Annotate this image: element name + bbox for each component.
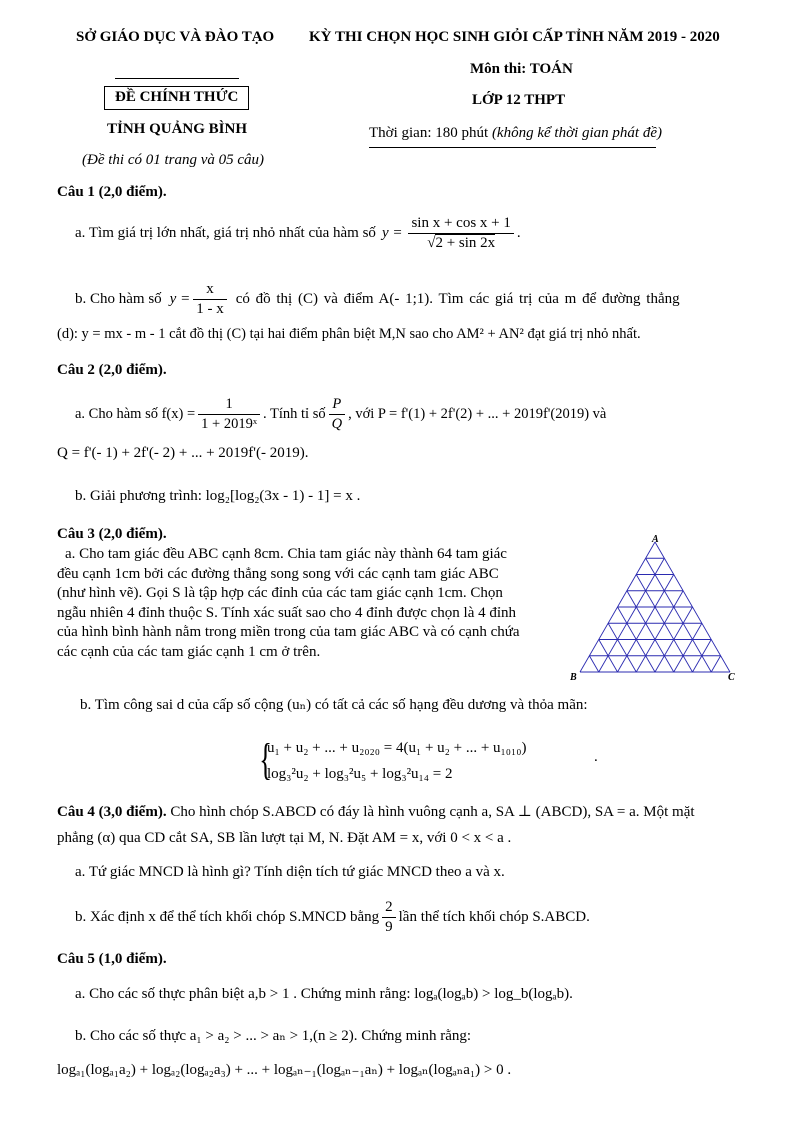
q3-system-period: . — [594, 749, 598, 765]
system-brace: { — [259, 735, 272, 784]
header-underline — [115, 78, 239, 79]
q1-part-b-line1: b. Cho hàm số y = $\frac{x}{1 - x}$ có đồ thị (C) và điểm A(- 1;1). Tìm các giá trị của m để đường thẳng — [75, 281, 680, 317]
time-label: Thời gian: 180 phút (không kể thời gian phát đề) — [369, 125, 662, 141]
vertex-label-a: A — [652, 534, 659, 545]
grade-label: LỚP 12 THPT — [472, 92, 566, 108]
grid-line-parallel-ab — [711, 656, 720, 672]
q2-a-fraction: $\frac{1}{\text{1 + 2019ˣ}}$ — [198, 396, 260, 433]
grid-line-parallel-ab — [599, 558, 665, 672]
exam-title: KỲ THI CHỌN HỌC SINH GIỎI CẤP TỈNH NĂM 2019 - 2020 — [309, 29, 720, 45]
triangle-grid-lines — [580, 542, 730, 672]
q4-part-a: a. Tứ giác MNCD là hình gì? Tính diện tích tứ giác MNCD theo a và x. — [75, 864, 505, 880]
q2-part-a-line2: Q = f'(- 1) + 2f'(- 2) + ... + 2019f'(- 2019). — [57, 445, 309, 461]
q5-part-a: a. Cho các số thực phân biệt a,b > 1 . Chứng minh rằng: logₐ(logₐb) > log_b(logₐb). — [75, 986, 573, 1002]
q5-part-b: b. Cho các số thực a₁ > a₂ > ... > aₙ > 1,(n ≥ 2). Chứng minh rằng: — [75, 1028, 472, 1044]
q1-b-fraction: $\frac{x}{1 - x}$ — [193, 281, 227, 318]
q3-title: Câu 3 (2,0 điểm). — [57, 526, 167, 542]
exam-subject: Môn thi: TOÁN — [470, 61, 573, 77]
time-underline — [369, 147, 656, 148]
q1-title: Câu 1 (2,0 điểm). — [57, 184, 167, 200]
q4-intro-line2: phẳng (α) qua CD cắt SA, SB lần lượt tại M, N. Đặt AM = x, với 0 < x < a . — [57, 830, 512, 846]
grid-line-parallel-ac — [627, 591, 674, 672]
grid-line-parallel-ab — [636, 591, 683, 672]
q1-a-fraction: $\frac{\text{sin x + cos x + 1}}{√2 + \sin 2x}$ — [408, 215, 513, 252]
grid-line-parallel-ac — [646, 558, 712, 672]
q5-title: Câu 5 (1,0 điểm). — [57, 951, 167, 967]
q3-part-b: b. Tìm công sai d của cấp số cộng (uₙ) có tất cả các số hạng đều dương và thỏa mãn: — [80, 697, 588, 713]
q1-a-y: y = — [381, 225, 403, 241]
q4-intro-line1: Câu 4 (3,0 điểm). Cho hình chóp S.ABCD có đáy là hình vuông cạnh a, SA ⊥ (ABCD), SA = a. Một mặt — [57, 804, 695, 820]
triangle-grid-figure — [570, 530, 750, 685]
vertex-label-b: B — [570, 672, 577, 683]
q4-part-b: b. Xác định x để thể tích khối chóp S.MNCD bằng $\frac{2}{9}$ lần thể tích khối chóp S.ABCD. — [75, 899, 590, 935]
q2-part-b: b. Giải phương trình: log₂[log₂(3x - 1) - 1] = x . — [75, 488, 361, 504]
page-note: (Đề thi có 01 trang và 05 câu) — [82, 152, 265, 168]
q1-part-b-line2: (d): y = mx - m - 1 cắt đồ thị (C) tại hai điểm phân biệt M,N sao cho AM² + AN² đạt giá trị nhỏ nhất. — [57, 326, 641, 342]
grid-line-parallel-ac — [589, 656, 598, 672]
q3-system: { u₁ + u₂ + ... + u₂₀₂₀ = 4(u₁ + u₂ + ... + u₁₀₁₀) log₃²u₂ + log₃²u₅ + log₃²u₁₄ = 2 — [259, 735, 527, 784]
q5-inequality: logₐ₁(logₐ₁a₂) + logₐ₂(logₐ₂a₃) + ... + logₐₙ₋₁(logₐₙ₋₁aₙ) + logₐₙ(logₐₙa₁) > 0 . — [57, 1062, 512, 1078]
q2-title: Câu 2 (2,0 điểm). — [57, 362, 167, 378]
department-name: SỞ GIÁO DỤC VÀ ĐÀO TẠO — [76, 29, 275, 45]
q4-b-fraction: $\frac{2}{9}$ — [382, 899, 396, 936]
q1-part-a: a. Tìm giá trị lớn nhất, giá trị nhỏ nhất của hàm số y = $\frac{\text{sin x + cos x + 1}}{√2 + \sin 2x}$ . — [75, 215, 521, 251]
province-name: TỈNH QUẢNG BÌNH — [107, 121, 248, 137]
q2-part-a-line1: a. Cho hàm số f(x) = $\frac{1}{\text{1 + 2019ˣ}}$ . Tính tỉ số $\frac{P}{Q}$ , với P = f'(1) + 2f'(2) + ... + 2019f'(2019) và — [75, 396, 607, 432]
official-exam-box: ĐỀ CHÍNH THỨC — [104, 86, 249, 110]
q2-ratio-fraction: $\frac{P}{Q}$ — [329, 396, 345, 433]
q1-a-denominator: √2 + sin 2x — [427, 235, 496, 251]
q3-part-a: a. Cho tam giác đều ABC cạnh 8cm. Chia tam giác này thành 64 tam giác đều cạnh 1cm bởi các đường thẳng song song với các cạnh tam giác ABC (như hình vẽ). Gọi S là tập hợp các đỉnh của các tam giác cạnh 1cm. Chọn ngẫu nhiên 4 đỉnh thuộc S. Tính xác suất sao cho 4 đỉnh được chọn là 4 đỉnh của hình bình hành nằm trong miền trong của tam giác ABC và có cạnh chứa các cạnh của các tam giác cạnh 1 cm ở trên. — [57, 546, 520, 660]
vertex-label-c: C — [728, 672, 735, 683]
